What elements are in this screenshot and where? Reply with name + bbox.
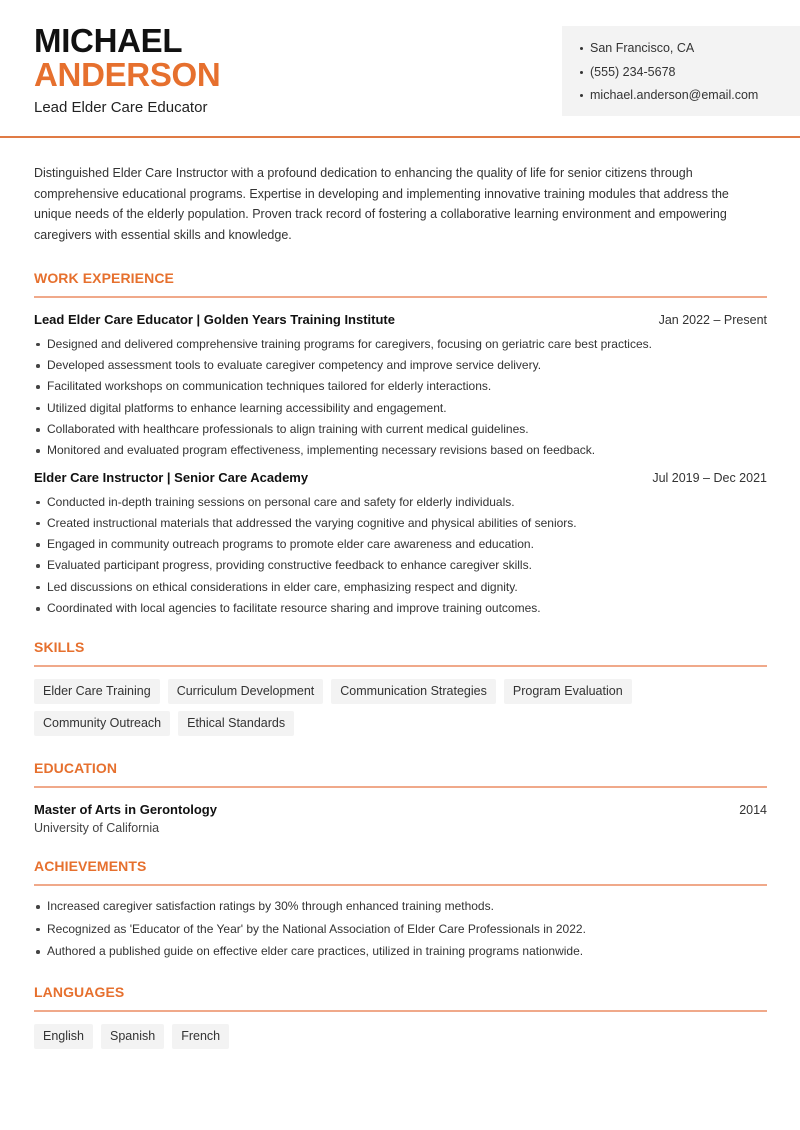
school: University of California	[34, 821, 160, 836]
job-dates: Jan 2022 – Present	[658, 312, 767, 327]
divider	[34, 786, 767, 788]
job-bullet: Utilized digital platforms to enhance learning accessibility and engagement.	[34, 400, 767, 421]
contact-phone: (555) 234-5678	[580, 64, 800, 88]
resume-header	[0, 0, 800, 138]
language-tag: French	[172, 1024, 229, 1049]
divider	[34, 665, 767, 667]
job-entry	[34, 312, 767, 464]
skill-tag: Community Outreach	[34, 711, 170, 736]
job-bullet: Coordinated with local agencies to facilitate resource sharing and improve training outcomes.	[34, 600, 767, 621]
divider	[34, 296, 767, 298]
section-title-languages: LANGUAGES	[34, 983, 125, 1000]
section-title-skills: SKILLS	[34, 639, 85, 656]
education-entry	[34, 802, 767, 835]
section-title-education: EDUCATION	[34, 760, 118, 777]
job-bullet: Led discussions on ethical considerations in elder care, emphasizing respect and dignity.	[34, 579, 767, 600]
job-role: Lead Elder Care Educator | Golden Years Training Institute	[34, 311, 395, 327]
section-title-work: WORK EXPERIENCE	[34, 269, 174, 286]
education-section	[34, 760, 767, 835]
divider	[34, 884, 767, 886]
job-bullet: Engaged in community outreach programs to promote elder care awareness and education.	[34, 536, 767, 557]
graduation-year: 2014	[739, 803, 767, 818]
achievement-item: Recognized as 'Educator of the Year' by the National Association of Elder Care Professionals in 2022.	[34, 921, 767, 944]
first-name: MICHAEL	[34, 22, 183, 59]
skill-tag: Communication Strategies	[331, 679, 496, 704]
languages-section	[34, 984, 767, 1049]
skill-tag: Curriculum Development	[168, 679, 324, 704]
achievements-section	[34, 858, 767, 966]
last-name: ANDERSON	[34, 56, 221, 93]
job-dates: Jul 2019 – Dec 2021	[652, 470, 767, 485]
candidate-name	[34, 24, 220, 92]
contact-box	[562, 26, 800, 116]
language-tag: Spanish	[101, 1024, 164, 1049]
job-bullet: Created instructional materials that addressed the varying cognitive and physical abilities of seniors.	[34, 515, 767, 536]
job-title: Lead Elder Care Educator	[34, 99, 208, 116]
skill-tag: Program Evaluation	[504, 679, 632, 704]
contact-location: San Francisco, CA	[580, 40, 800, 64]
achievement-item: Authored a published guide on effective elder care practices, utilized in training programs nationwide.	[34, 943, 767, 966]
skills-section	[34, 639, 767, 736]
divider	[34, 1010, 767, 1012]
degree: Master of Arts in Gerontology	[34, 802, 217, 818]
work-experience-section	[34, 270, 767, 622]
job-role: Elder Care Instructor | Senior Care Academy	[34, 469, 309, 485]
job-bullet: Monitored and evaluated program effectiveness, implementing necessary revisions based on feedback.	[34, 442, 767, 463]
skill-tag: Ethical Standards	[178, 711, 294, 736]
achievement-item: Increased caregiver satisfaction ratings by 30% through enhanced training methods.	[34, 898, 767, 921]
summary: Distinguished Elder Care Instructor with a profound dedication to enhancing the quality of life for senior citizens through comprehensive educational programs. Expertise in developing and implementing innovative training modules that address the unique needs of the elderly population. Proven track record of fostering a collaborative learning environment and empowering caregivers with essential skills and knowledge.	[34, 166, 729, 243]
skill-tag: Elder Care Training	[34, 679, 160, 704]
language-tag: English	[34, 1024, 93, 1049]
job-bullet: Developed assessment tools to evaluate caregiver competency and improve service delivery.	[34, 357, 767, 378]
job-bullet: Conducted in-depth training sessions on personal care and safety for elderly individuals.	[34, 494, 767, 515]
resume-body	[34, 163, 767, 1049]
job-bullet: Collaborated with healthcare professionals to align training with current medical guidelines.	[34, 421, 767, 442]
job-bullet: Facilitated workshops on communication techniques tailored for elderly interactions.	[34, 378, 767, 399]
job-entry	[34, 470, 767, 622]
contact-email[interactable]: michael.anderson@email.com	[580, 87, 800, 111]
job-bullet: Designed and delivered comprehensive training programs for caregivers, focusing on geriatric care best practices.	[34, 336, 767, 357]
section-title-achievements: ACHIEVEMENTS	[34, 858, 147, 875]
job-bullet: Evaluated participant progress, providing constructive feedback to enhance caregiver skills.	[34, 557, 767, 578]
